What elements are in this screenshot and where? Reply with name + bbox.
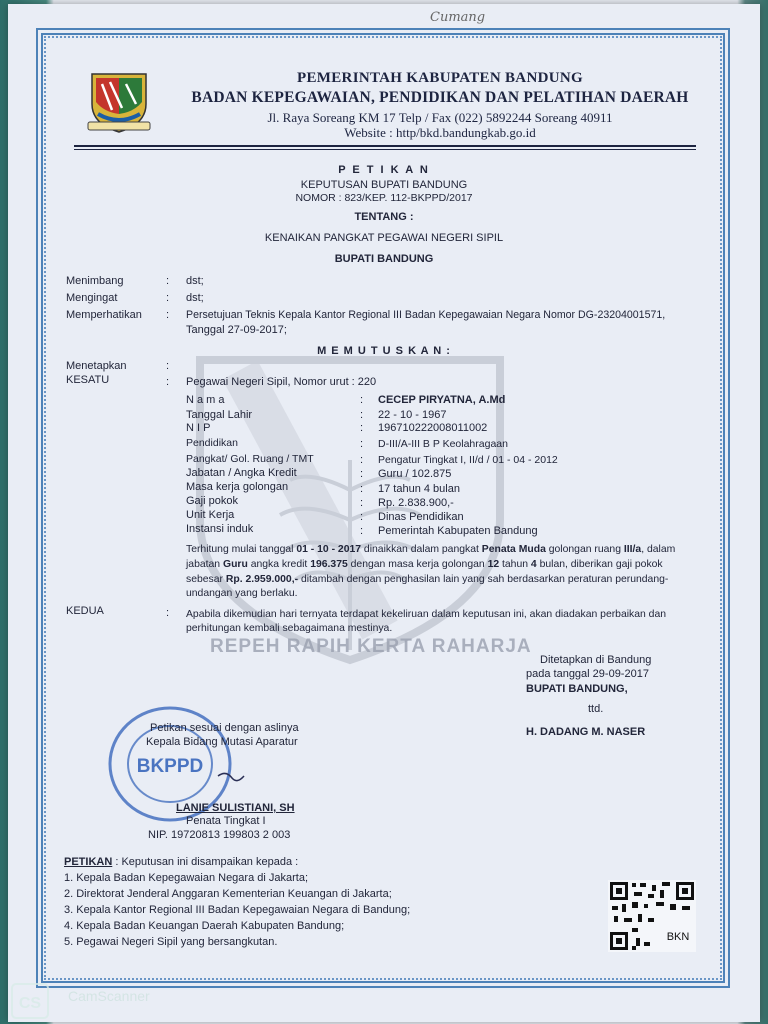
employee-sep: : (360, 409, 364, 421)
title-bupati: BUPATI BANDUNG (334, 253, 434, 265)
memperhatikan-label: Memperhatikan (66, 309, 142, 321)
employee-label: Jabatan / Angka Kredit (186, 467, 297, 479)
distribution-item: 5. Pegawai Negeri Sipil yang bersangkutan. (64, 936, 278, 948)
qr-code-icon (608, 880, 696, 952)
kedua-line-2: perhitungan kembali sebagaimana mestinya. (186, 623, 393, 634)
mengingat-value: dst; (186, 292, 204, 304)
menimbang-value: dst; (186, 275, 204, 287)
title-subject: KENAIKAN PANGKAT PEGAWAI NEGERI SIPIL (264, 232, 504, 244)
employee-sep: : (360, 468, 364, 480)
kesatu-sep: : (166, 376, 170, 388)
memperhatikan-date: Tanggal 27-09-2017; (186, 324, 287, 336)
signature-date: pada tanggal 29-09-2017 (526, 668, 649, 680)
distribution-item: 2. Direktorat Jenderal Anggaran Kementerian Keuangan di Jakarta; (64, 888, 392, 900)
employee-sep: : (360, 483, 364, 495)
mengingat-label: Mengingat (66, 292, 118, 304)
employee-value: CECEP PIRYATNA, A.Md (378, 394, 506, 406)
employee-value: Pengatur Tingkat I, II/d / 01 - 04 - 2012 (378, 454, 558, 466)
copy-cert-name: LANIE SULISTIANI, SH (176, 802, 295, 814)
employee-value: Pemerintah Kabupaten Bandung (378, 525, 538, 537)
header-divider-thin (74, 149, 696, 150)
employee-label: Masa kerja golongan (186, 481, 289, 493)
employee-sep: : (360, 394, 364, 406)
kedua-line-1: Apabila dikemudian hari ternyata terdapat kekeliruan dalam keputusan ini, akan diadakan perbaikan dan (186, 609, 667, 620)
employee-sep: : (360, 454, 364, 466)
kedua-sep: : (166, 607, 170, 619)
header-divider (74, 145, 696, 147)
employee-sep: : (360, 438, 364, 450)
kesatu-value: Pegawai Negeri Sipil, Nomor urut : 220 (186, 376, 377, 388)
decision-line-1: Terhitung mulai tanggal 01 - 10 - 2017 dinaikkan dalam pangkat Penata Muda golongan ruang III/a, dalam (186, 544, 676, 555)
employee-sep: : (360, 511, 364, 523)
qr-label: BKN (666, 931, 690, 943)
employee-sep: : (360, 422, 364, 434)
employee-value: D-III/A-III B P Keolahragaan (378, 438, 508, 450)
employee-value: 22 - 10 - 1967 (378, 409, 447, 421)
decision-line-3: sebesar Rp. 2.959.000,- ditambah dengan penghasilan lain yang sah berdasarkan peraturan perundang- (186, 574, 669, 585)
employee-value: Rp. 2.838.900,- (378, 497, 454, 509)
header-agency: BADAN KEPEGAWAIAN, PENDIDIKAN DAN PELATIHAN DAERAH (191, 89, 689, 106)
memutuskan-heading: M E M U T U S K A N : (317, 345, 451, 357)
employee-value: Dinas Pendidikan (378, 511, 464, 523)
camscanner-logo-icon (8, 978, 54, 1024)
employee-label: Pangkat/ Gol. Ruang / TMT (186, 453, 314, 465)
menetapkan-sep: : (166, 360, 170, 372)
camscanner-logo-text: CS (18, 995, 42, 1012)
decision-line-2: jabatan Guru angka kredit 196.375 dengan masa kerja golongan 12 tahun 4 bulan, diberikan gaji pokok (186, 559, 663, 570)
title-tentang: TENTANG : (354, 211, 414, 223)
camscanner-watermark-text: CamScanner (68, 988, 150, 1004)
distribution-heading: PETIKAN : Keputusan ini disampaikan kepada : (64, 856, 299, 868)
stamp-center-text: BKPPD (136, 756, 204, 777)
employee-label: Tanggal Lahir (186, 409, 253, 421)
employee-sep: : (360, 525, 364, 537)
header-address: Jl. Raya Soreang KM 17 Telp / Fax (022) 5892244 Soreang 40911 (267, 110, 613, 125)
signature-name: H. DADANG M. NASER (526, 726, 646, 738)
menetapkan-label: Menetapkan (66, 360, 127, 372)
distribution-item: 1. Kepala Badan Kepegawaian Negara di Jakarta; (64, 872, 309, 884)
handwritten-note: Cumang (430, 10, 486, 25)
employee-label: Instansi induk (186, 523, 254, 535)
distribution-item: 4. Kepala Badan Keuangan Daerah Kabupaten Bandung; (64, 920, 345, 932)
employee-label: Unit Kerja (186, 509, 235, 521)
employee-label: N I P (186, 422, 211, 434)
title-nomor: NOMOR : 823/KEP. 112-BKPPD/2017 (295, 192, 473, 204)
bandung-regency-logo-icon (86, 70, 152, 136)
mengingat-sep: : (166, 292, 170, 304)
kesatu-label: KESATU (66, 374, 110, 386)
employee-label: Pendidikan (186, 437, 238, 449)
kedua-label: KEDUA (66, 605, 104, 617)
menimbang-label: Menimbang (66, 275, 124, 287)
employee-sep: : (360, 497, 364, 509)
signature-place: Ditetapkan di Bandung (540, 654, 652, 666)
signature-office: BUPATI BANDUNG, (526, 683, 628, 695)
copy-cert-line-2: Kepala Bidang Mutasi Aparatur (146, 736, 298, 748)
employee-label: Gaji pokok (186, 495, 238, 507)
copy-cert-rank: Penata Tingkat I (186, 815, 266, 827)
decision-line-4: undangan yang berlaku. (186, 588, 298, 599)
copy-cert-line-1: Petikan sesuai dengan aslinya (150, 722, 299, 734)
title-petikan: P E T I K A N (338, 164, 430, 176)
menimbang-sep: : (166, 275, 170, 287)
header-website: Website : http/bkd.bandungkab.go.id (344, 125, 536, 140)
employee-value: Guru / 102.875 (378, 468, 452, 480)
memperhatikan-value: Persetujuan Teknis Kepala Kantor Regional III Badan Kepegawaian Negara Nomor DG-23204001571, (186, 309, 666, 321)
employee-value: 196710222008011002 (378, 422, 488, 434)
employee-value: 17 tahun 4 bulan (378, 483, 460, 495)
memperhatikan-sep: : (166, 309, 170, 321)
title-keputusan: KEPUTUSAN BUPATI BANDUNG (300, 179, 468, 191)
header-government: PEMERINTAH KABUPATEN BANDUNG (297, 70, 583, 86)
signature-ttd: ttd. (588, 703, 604, 715)
distribution-item: 3. Kepala Kantor Regional III Badan Kepegawaian Negara di Bandung; (64, 904, 411, 916)
employee-label: N a m a (186, 394, 225, 406)
watermark-motto: REPEH RAPIH KERTA RAHARJA (210, 636, 532, 657)
copy-cert-nip: NIP. 19720813 199803 2 003 (148, 829, 291, 841)
